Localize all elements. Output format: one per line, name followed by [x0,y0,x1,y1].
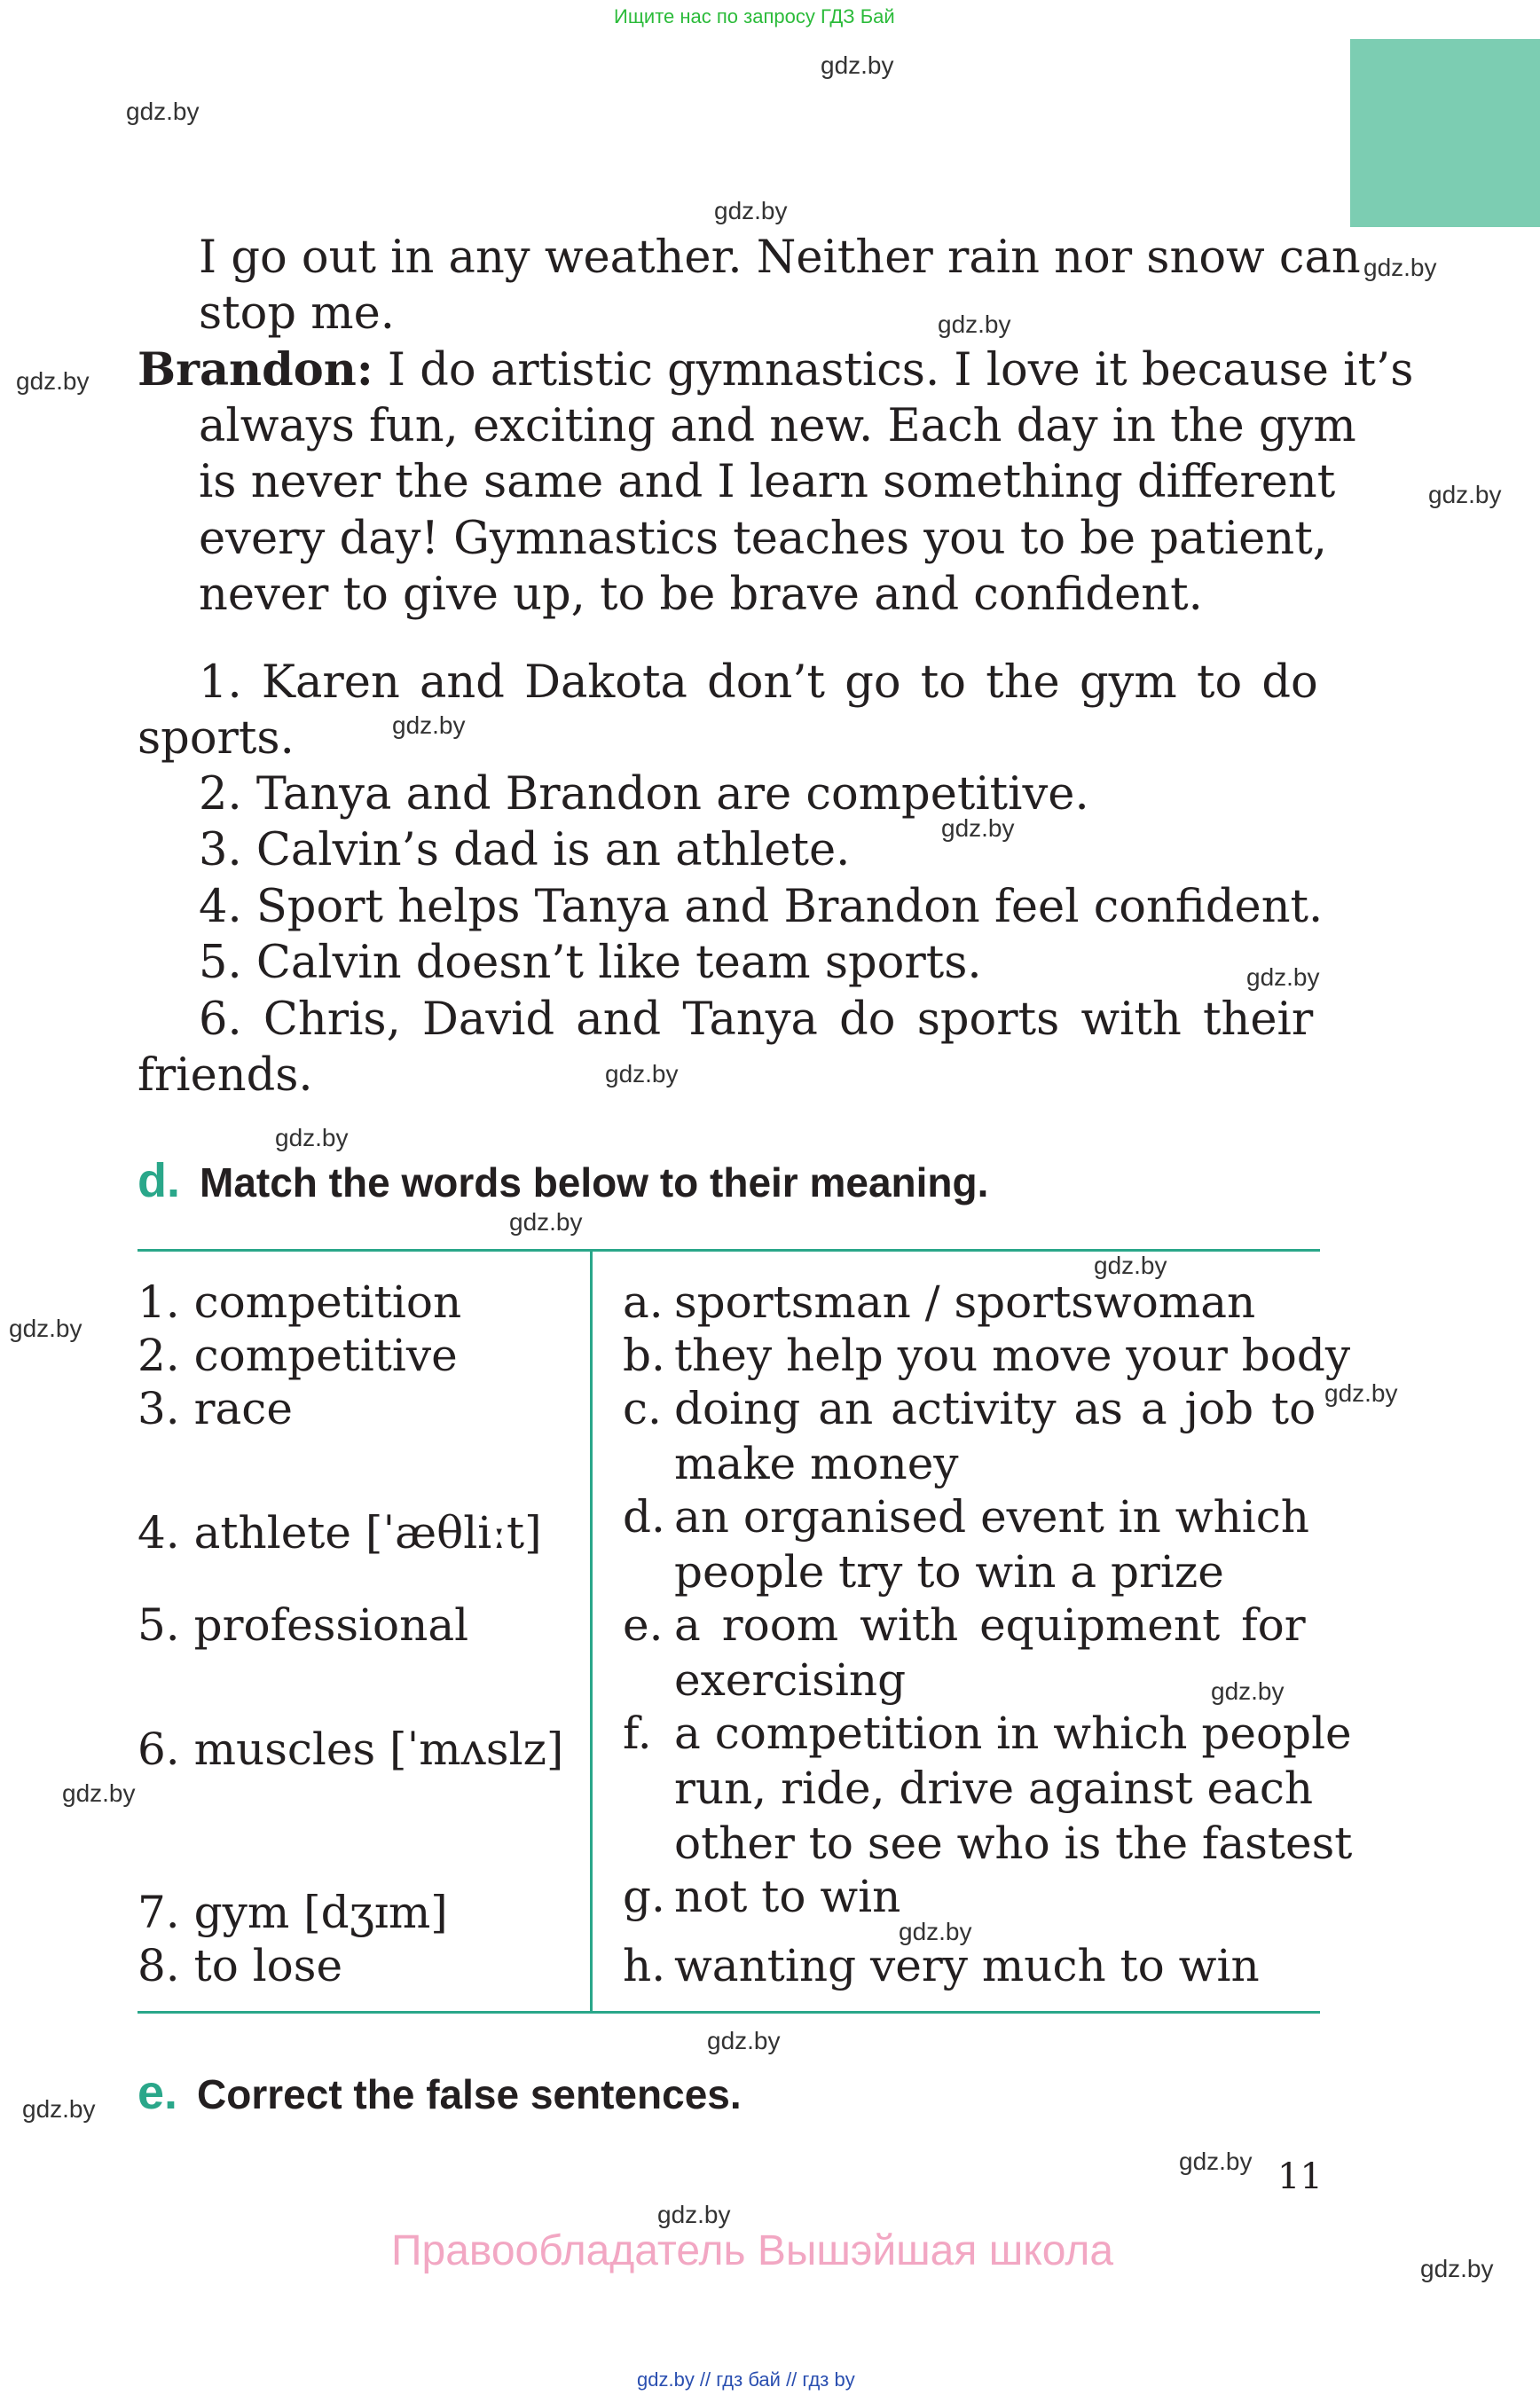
page-number: 11 [1277,2156,1323,2197]
meaning-label: e. [623,1599,664,1651]
meaning-label: d. [623,1491,665,1543]
meaning-text: an organised event in which [674,1491,1309,1543]
meaning-text: sportsman / sportswoman [674,1276,1256,1328]
meaning-text: exercising [674,1654,907,1706]
word-item: 6. muscles [ˈmʌslz] [138,1724,564,1775]
statement: sports. [138,712,295,765]
word-item: 4. athlete [ˈæθliːt] [138,1507,542,1559]
watermark: gdz.by [392,711,466,739]
meaning-text: a room with equipment for [674,1599,1306,1651]
meaning-text: they help you move your body [674,1330,1351,1381]
word-item: 7. gym [dʒɪm] [138,1887,448,1938]
meaning-label: f. [623,1708,652,1759]
statement: 2. Tanya and Brandon are competitive. [199,768,1089,821]
watermark: gdz.by [1428,481,1502,508]
statement: 4. Sport helps Tanya and Brandon feel confident. [199,881,1324,933]
watermark: gdz.by [1211,1677,1285,1705]
top-banner: Ищите нас по запросу ГДЗ Бай [614,5,895,27]
watermark: gdz.by [605,1060,679,1088]
task-e-heading [138,2065,742,2120]
watermark: gdz.by [16,367,90,395]
word-item: 2. competitive [138,1330,458,1381]
rights-holder: Правообладатель Вышэйшая школа [391,2227,1114,2274]
meaning-text: people try to win a prize [674,1546,1224,1598]
meaning-text: doing an activity as a job to [674,1383,1316,1434]
task-letter: d. [138,1154,180,1207]
watermark: gdz.by [1324,1379,1398,1407]
watermark: gdz.by [62,1779,136,1807]
meaning-label: h. [623,1940,666,1991]
passage-line: always fun, exciting and new. Each day in the gym [199,400,1356,452]
watermark: gdz.by [9,1315,82,1342]
statement: 6. Chris, David and Tanya do sports with their [199,993,1314,1046]
watermark: gdz.by [657,2201,731,2228]
watermark: gdz.by [899,1918,972,1945]
word-item: 5. professional [138,1599,469,1651]
meaning-text: not to win [674,1871,901,1922]
passage-line: every day! Gymnastics teaches you to be patient, [199,513,1327,565]
task-d-heading [138,1153,988,1208]
meaning-text: a competition in which people [674,1708,1352,1759]
speaker-text: I do artistic gymnastics. I love it because it’s [373,344,1414,397]
meaning-label: g. [623,1871,665,1922]
passage-line: never to give up, to be brave and confident. [199,569,1203,621]
statement: friends. [138,1049,313,1102]
watermark: gdz.by [1094,1252,1167,1279]
watermark: gdz.by [714,197,788,224]
task-title: Match the words below to their meaning. [200,1159,989,1205]
meaning-text: make money [674,1438,959,1489]
watermark: gdz.by [275,1124,349,1151]
statement: 3. Calvin’s dad is an athlete. [199,824,851,876]
meaning-text: wanting very much to win [674,1940,1260,1991]
watermark: gdz.by [707,2027,781,2054]
watermark: gdz.by [941,814,1015,842]
watermark: gdz.by [938,310,1011,338]
word-item: 3. race [138,1383,293,1434]
passage-line: is never the same and I learn something different [199,456,1336,508]
watermark: gdz.by [821,51,894,79]
table-divider [590,1251,593,2013]
meaning-label: c. [623,1383,662,1434]
passage-line [138,342,1413,398]
footer-links[interactable]: gdz.by // гдз бай // гдз by [637,2368,855,2391]
meaning-label: a. [623,1276,664,1328]
meaning-label: b. [623,1330,665,1381]
watermark: gdz.by [509,1208,583,1236]
passage-line: I go out in any weather. Neither rain nor snow can [199,232,1361,284]
task-letter: e. [138,2066,178,2119]
watermark: gdz.by [126,98,200,125]
meaning-text: run, ride, drive against each [674,1763,1314,1814]
table-bottom-rule [138,2011,1320,2014]
table-top-rule [138,1249,1320,1252]
watermark: gdz.by [1246,963,1320,991]
statement: 5. Calvin doesn’t like team sports. [199,937,982,989]
task-title: Correct the false sentences. [197,2071,742,2117]
watermark: gdz.by [1179,2148,1253,2175]
corner-tab [1350,39,1540,227]
statement: 1. Karen and Dakota don’t go to the gym to do [199,656,1318,709]
watermark: gdz.by [1420,2255,1494,2282]
watermark: gdz.by [22,2095,96,2123]
watermark: gdz.by [1363,254,1437,281]
meaning-text: other to see who is the fastest [674,1818,1353,1869]
word-item: 1. competition [138,1276,462,1328]
speaker-name: Brandon: [138,343,373,397]
passage-line: stop me. [199,287,395,340]
word-item: 8. to lose [138,1940,343,1991]
